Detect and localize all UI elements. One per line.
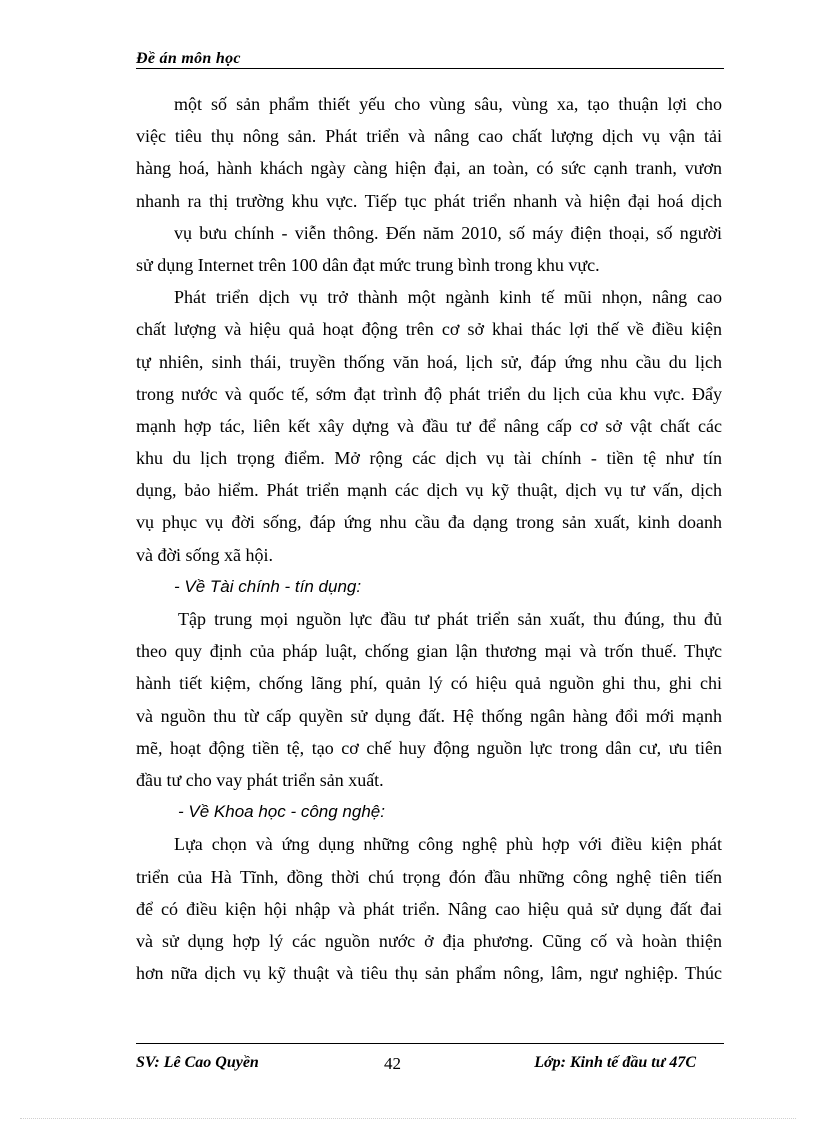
text-line: và nguồn thu từ cấp quyền sử dụng đất. Hệ thống ngân hàng đổi mới mạnh: [136, 705, 722, 726]
paragraph-start-line: Tập trung mọi nguồn lực đầu tư phát triển sản xuất, thu đúng, thu đủ: [178, 609, 722, 629]
text-line: theo quy định của pháp luật, chống gian lận thương mại và trốn thuế. Thực: [136, 641, 722, 662]
page-header: [136, 46, 724, 69]
section-heading-finance: - Về Tài chính - tín dụng:: [174, 576, 362, 596]
text-line: hơn nữa dịch vụ kỹ thuật và tiêu thụ sản phẩm nông, lâm, ngư nghiệp. Thúc: [136, 963, 722, 984]
text-line: đầu tư cho vay phát triển sản xuất.: [136, 769, 384, 790]
text-line: trong nước và quốc tế, sớm đạt trình độ phát triển du lịch của khu vực. Đẩy: [136, 383, 722, 404]
text-line: triển của Hà Tĩnh, đồng thời chú trọng đón đầu những công nghệ tiên tiến: [136, 866, 722, 887]
page-number: 42: [384, 1054, 401, 1073]
text-line: để có điều kiện hội nhập và phát triển. Nâng cao hiệu quả sử dụng đất đai: [136, 898, 722, 919]
section-heading-science: - Về Khoa học - công nghệ:: [178, 802, 385, 822]
text-line: sử dụng Internet trên 100 dân đạt mức trung bình trong khu vực.: [136, 254, 600, 275]
text-line: mạnh hợp tác, liên kết xây dựng và đầu tư để nâng cấp cơ sở vật chất các: [136, 415, 722, 436]
body-text: [136, 88, 722, 989]
text-line: khu du lịch trọng điểm. Mở rộng các dịch vụ tài chính - tiền tệ như tín: [136, 448, 722, 469]
text-line: chất lượng và hiệu quả hoạt động trên cơ sở khai thác lợi thế về điều kiện: [136, 319, 722, 340]
text-line: vụ bưu chính - viễn thông. Đến năm 2010, số máy điện thoại, số người: [174, 222, 722, 243]
text-line: hành tiết kiệm, chống lãng phí, quản lý có hiệu quả nguồn ghi thu, ghi chi: [136, 673, 722, 694]
text-line: hàng hoá, hành khách ngày càng hiện đại, an toàn, có sức cạnh tranh, vươn: [136, 158, 722, 179]
paragraph-start-line: Lựa chọn và ứng dụng những công nghệ phù hợp với điều kiện phát: [174, 834, 722, 855]
text-line: việc tiêu thụ nông sản. Phát triển và nâng cao chất lượng dịch vụ vận tải: [136, 126, 722, 147]
document-title: Đề án môn học: [136, 50, 241, 67]
student-name: SV: Lê Cao Quyền: [136, 1054, 259, 1071]
paragraph-start-line: Phát triển dịch vụ trở thành một ngành kinh tế mũi nhọn, nâng cao: [174, 287, 722, 308]
text-line: nhanh ra thị trường khu vực. Tiếp tục phát triển nhanh và hiện đại hoá dịch: [136, 190, 722, 211]
text-line: tự nhiên, sinh thái, truyền thống văn hoá, lịch sử, đáp ứng nhu cầu du lịch: [136, 351, 722, 372]
page-edge-divider: [20, 1118, 796, 1119]
text-line: mẽ, hoạt động tiền tệ, tạo cơ chế huy động nguồn lực trong dân cư, ưu tiên: [136, 737, 722, 758]
text-line: dụng, bảo hiểm. Phát triển mạnh các dịch vụ kỹ thuật, dịch vụ tư vấn, dịch: [136, 480, 722, 501]
page-footer: [136, 1043, 724, 1074]
text-line: vụ phục vụ đời sống, đáp ứng nhu cầu đa dạng trong sản xuất, kinh doanh: [136, 512, 722, 533]
text-line: một số sản phẩm thiết yếu cho vùng sâu, vùng xa, tạo thuận lợi cho: [174, 94, 722, 114]
text-line: và sử dụng hợp lý các nguồn nước ở địa phương. Cũng cố và hoàn thiện: [136, 930, 722, 951]
text-line: và đời sống xã hội.: [136, 544, 274, 565]
class-name: Lớp: Kinh tế đầu tư 47C: [534, 1054, 696, 1071]
